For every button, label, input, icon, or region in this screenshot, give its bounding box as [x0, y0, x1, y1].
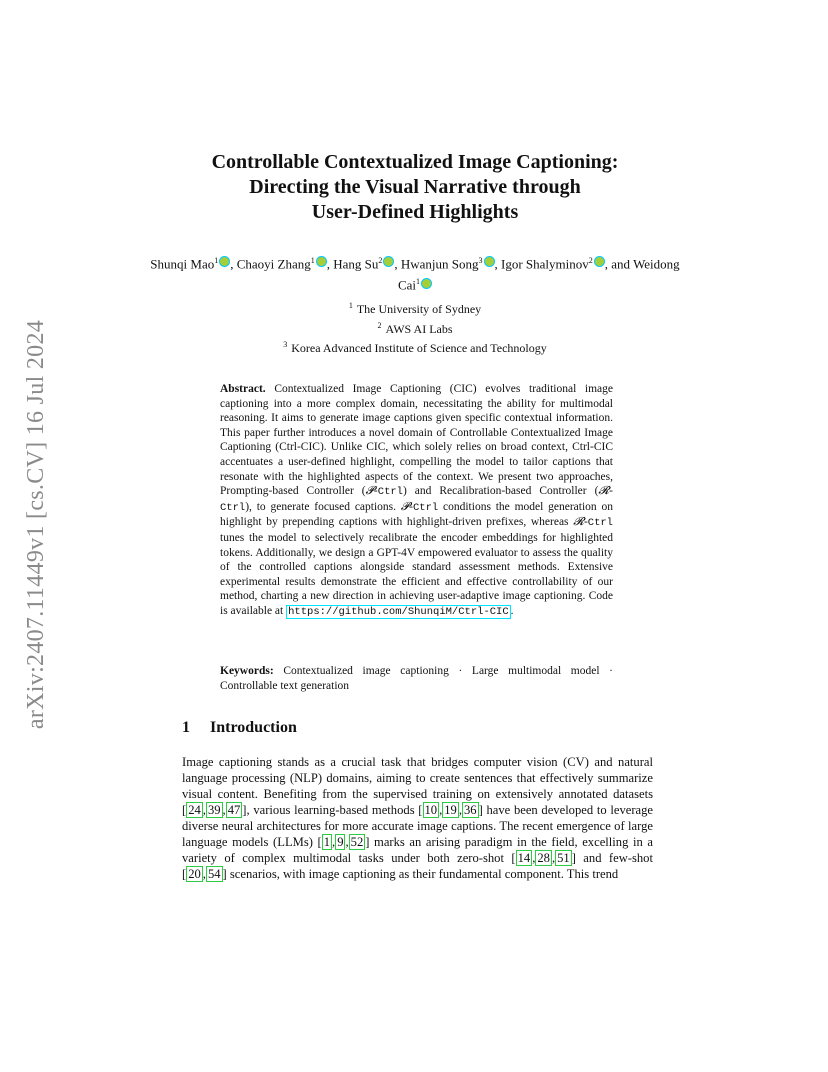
citation-link[interactable]: 36 [464, 803, 477, 817]
author-affil-sup: 1 [416, 277, 421, 287]
abstract-text: ), to generate focused captions. [245, 500, 401, 513]
p-ctrl-symbol: 𝓟- [400, 500, 413, 513]
citation-link[interactable]: 24 [188, 803, 201, 817]
author-affil-sup: 2 [378, 256, 383, 265]
citation-link[interactable]: 47 [227, 803, 241, 817]
affiliation-sup: 2 [377, 320, 382, 330]
citation-link[interactable]: 10 [424, 803, 438, 817]
citation-link[interactable]: 19 [444, 803, 457, 817]
citation-link[interactable]: 52 [350, 835, 364, 849]
citation-link[interactable]: 28 [537, 851, 550, 865]
citation-link[interactable]: 9 [337, 835, 344, 849]
author-list: Shunqi Mao$^1$ , Chaoyi Zhang$^1$ , Hang Su$^2$ , Hwanjun Song$^3$ , Igor Shalyminov$^2$ , and Weidong Cai$^1$ [150, 256, 680, 293]
citation-link[interactable]: 54 [207, 867, 221, 881]
author-name: Shunqi Mao [150, 256, 215, 272]
citation-link[interactable]: 51 [557, 851, 570, 865]
affiliation [150, 318, 680, 338]
arxiv-identifier-text: arXiv:2407.11449v1 [cs.CV] 16 Jul 2024 [23, 319, 50, 729]
orcid-icon[interactable] [484, 256, 495, 267]
paper-title [150, 150, 680, 225]
author-name: Hwanjun Song [400, 256, 479, 272]
abstract-text: tunes the model to selectively recalibrate the encoder embeddings for highlighted tokens. Additionally, we design a GPT-4V empowered evaluator to assess the quality of the controlled captions alongside standard assessment methods. Extensive experimental results demonstrate the efficient and effective controllability of our method, charting a new direction in achieving user-adaptive image captioning. Code is available at [220, 531, 613, 617]
affiliation [150, 337, 680, 357]
author-affil-sup: 3 [478, 256, 483, 265]
ctrl-code: Ctrl [587, 517, 613, 530]
arxiv-identifier [24, 292, 50, 756]
code-repo-link[interactable]: https://github.com/ShunqiM/Ctrl-CIC [288, 605, 509, 618]
citation-link[interactable]: 14 [517, 851, 531, 865]
abstract-text: ) and Recalibration-based Controller ( [402, 485, 599, 498]
orcid-icon[interactable] [219, 256, 230, 267]
intro-text: ] marks an arising paradigm in the field, excelling in a variety of complex multimodal tasks under both zero-shot [ [182, 835, 653, 865]
section-heading [182, 719, 297, 737]
title-line-2: Directing the Visual Narrative through [249, 176, 581, 198]
abstract-text: conditions the model generation on highlight by prepending captions with highlight-driven prefixes, whereas [220, 500, 613, 529]
affiliation-sup: 3 [283, 340, 288, 349]
ctrl-code: Ctrl [220, 501, 246, 514]
r-ctrl-symbol: 𝓡- [598, 485, 613, 498]
abstract-text: . [510, 604, 514, 617]
intro-paragraph: Image captioning stands as a crucial task that bridges computer vision (CV) and natural language processing (NLP) domains, aiming to create sentences that effectively summarize visual content. Benefiting from the supervised training on extensively annotated datasets [ 24 , 39 , 47 ], various learning-based methods [ 10 , 19 , 36 ] have been developed to leverage diverse neural architectures for more accurate image captions. The recent emergence of large language models (LLMs) [ 1 , 9 , 52 ] marks an arising paradigm in the field, excelling in a variety of complex multimodal tasks under both zero-shot [ 14 , 28 , 51 ] and few-shot [ 20 , 54 ] scenarios, with image captioning as their fundamental component. This trend [182, 755, 653, 881]
abstract-text: Contextualized Image Captioning (CIC) evolves traditional image captioning into a more complex domain, necessitating the ability for multimodal reasoning. It aims to generate image captions given specific contextual information. This paper further introduces a novel domain of Controllable Contextualized Image Captioning (Ctrl-CIC). Unlike CIC, which solely relies on broad context, Ctrl-CIC accentuates a user-defined highlight, compelling the model to tailor captions that resonate with the highlighted aspects of the context. We present two approaches, Prompting-based Controller ( [220, 383, 614, 498]
author-name: Chaoyi Zhang [236, 256, 311, 272]
section-title: Introduction [210, 719, 297, 736]
citation-link[interactable]: 1 [323, 835, 331, 849]
orcid-icon[interactable] [594, 256, 605, 267]
ctrl-code: Ctrl [377, 486, 403, 499]
citation-link[interactable]: 20 [188, 867, 201, 881]
affiliation-list [150, 298, 680, 357]
author-name: Hang Su [333, 256, 379, 272]
affiliation-name: Korea Advanced Institute of Science and Technology [291, 341, 547, 355]
affiliation-name: AWS AI Labs [385, 321, 453, 336]
r-ctrl-symbol: 𝓡- [573, 516, 588, 529]
intro-text: Image captioning stands as a crucial task that bridges computer vision (CV) and natural language processing (NLP) domains, aiming to create sentences that effectively summarize visual content. Benefiting from the supervised training on extensively annotated datasets [ [182, 755, 653, 817]
abstract [220, 382, 613, 620]
orcid-icon[interactable] [316, 256, 327, 267]
intro-text: ] and few-shot [ [182, 851, 653, 881]
intro-text: ], various learning-based methods [ [242, 803, 423, 817]
affiliation-sup: 1 [348, 301, 353, 310]
ctrl-code: Ctrl [412, 501, 439, 514]
section-number: 1 [182, 719, 190, 736]
citation-link[interactable]: 39 [207, 803, 221, 817]
affiliation [150, 298, 680, 318]
orcid-icon[interactable] [421, 278, 432, 289]
author-conjunction: and [611, 256, 631, 272]
author-affil-sup: 1 [214, 256, 219, 265]
abstract-label: Abstract. [220, 383, 266, 395]
p-ctrl-symbol: 𝓟- [365, 485, 378, 498]
intro-text: ] have been developed to leverage diverse neural architectures for more accurate image captions. The recent emergence of large language models (LLMs) [ [182, 803, 653, 849]
keywords-text: Contextualized image captioning · Large multimodal model · Controllable text generation [220, 665, 614, 692]
title-line-1: Controllable Contextualized Image Captioning: [211, 151, 619, 173]
intro-text: ] scenarios, with image captioning as their fundamental component. This trend [222, 867, 619, 881]
keywords [220, 664, 613, 694]
keywords-label: Keywords: [220, 665, 274, 677]
author-affil-sup: 2 [588, 256, 593, 265]
orcid-icon[interactable] [383, 256, 394, 267]
author-name: Weidong Cai [397, 256, 680, 293]
author-affil-sup: 1 [310, 256, 315, 265]
affiliation-name: The University of Sydney [356, 302, 482, 316]
author-name: Igor Shalyminov [501, 256, 589, 272]
title-line-3: User-Defined Highlights [311, 201, 519, 223]
